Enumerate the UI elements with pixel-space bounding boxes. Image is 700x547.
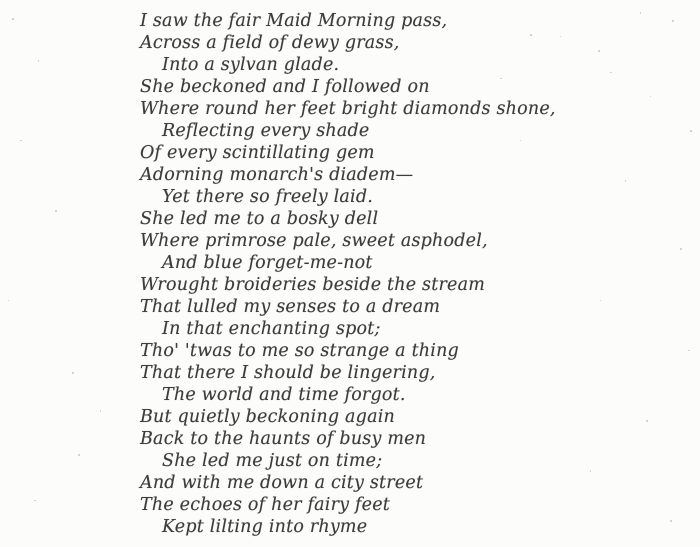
poem-line: Across a field of dewy grass, [140, 33, 400, 53]
poem-line: And with me down a city street [140, 473, 424, 493]
poem-line: But quietly beckoning again [140, 407, 395, 427]
poem-line: She led me just on time; [162, 451, 383, 471]
poem-line: Where round her feet bright diamonds shone, [140, 99, 556, 119]
poem-line: I saw the fair Maid Morning pass, [140, 11, 448, 31]
poem-line: Adorning monarch's diadem— [140, 165, 414, 185]
poem-line: Tho' 'twas to me so strange a thing [140, 341, 459, 361]
poem-line: Back to the haunts of busy men [140, 429, 427, 449]
poem-line: That there I should be lingering, [140, 363, 436, 383]
poem-line: Kept lilting into rhyme [162, 517, 368, 537]
poem-line: Wrought broideries beside the stream [140, 275, 486, 295]
poem-line: Where primrose pale, sweet asphodel, [140, 231, 488, 251]
poem-line: The world and time forgot. [162, 385, 406, 405]
poem-line: Into a sylvan glade. [162, 55, 340, 75]
poem-line: She led me to a bosky dell [140, 209, 379, 229]
poem-line: Yet there so freely laid. [162, 187, 374, 207]
poem-line: And blue forget-me-not [162, 253, 373, 273]
poem-line: In that enchanting spot; [162, 319, 381, 339]
poem-line: She beckoned and I followed on [140, 77, 430, 97]
poem-line: Reflecting every shade [162, 121, 370, 141]
poem-line: That lulled my senses to a dream [140, 297, 441, 317]
poem-line: The echoes of her fairy feet [140, 495, 391, 515]
poem-line: Of every scintillating gem [140, 143, 375, 163]
